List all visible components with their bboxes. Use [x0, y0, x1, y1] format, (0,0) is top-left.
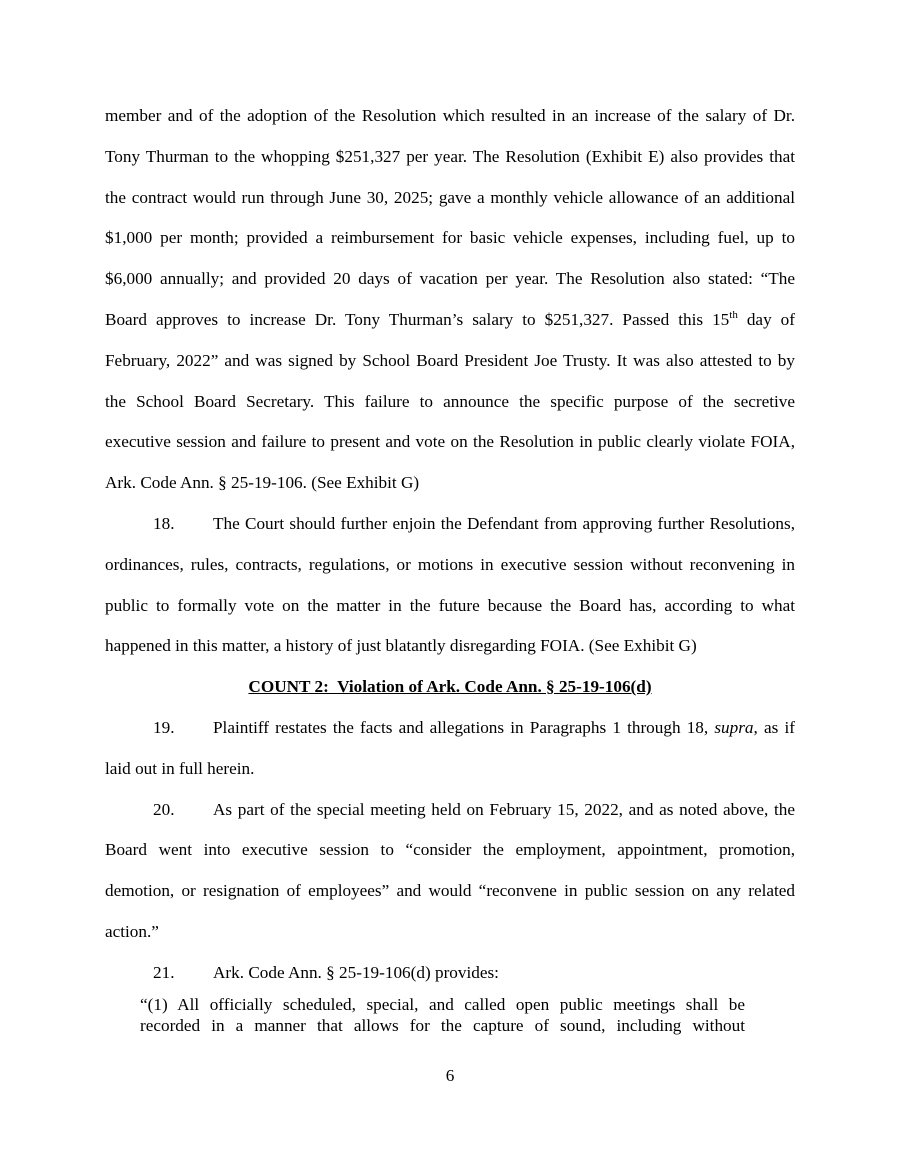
paragraph-number: 21. — [153, 962, 175, 982]
text-segment: As part of the special meeting held on February 15, 2022, and as noted above, the — [213, 799, 795, 819]
document-body — [105, 96, 795, 1036]
text-line — [105, 300, 795, 341]
text-line: Tony Thurman to the whopping $251,327 per year. The Resolution (Exhibit E) also provides that — [105, 146, 795, 166]
superscript-ordinal: th — [729, 308, 738, 321]
text-line: February, 2022” and was signed by School Board President Joe Trusty. It was also attested to by — [105, 350, 795, 370]
paragraph-number: 20. — [153, 799, 175, 819]
quote-line: “(1) All officially scheduled, special, and called open public meetings shall be — [140, 994, 745, 1014]
text-line: the School Board Secretary. This failure to announce the specific purpose of the secretive — [105, 391, 795, 411]
text-segment: , as if — [753, 717, 795, 737]
text-line: demotion, or resignation of employees” and would “reconvene in public session on any related — [105, 881, 795, 901]
paragraph-number: 18. — [153, 513, 175, 533]
text-line: member and of the adoption of the Resolution which resulted in an increase of the salary of Dr. — [105, 106, 795, 125]
text-line: public to formally vote on the matter in the future because the Board has, according to what — [105, 595, 795, 615]
text-line: Ark. Code Ann. § 25-19-106. (See Exhibit G) — [105, 473, 420, 493]
text-line: happened in this matter, a history of just blatantly disregarding FOIA. (See Exhibit G) — [105, 636, 697, 656]
paragraph-number: 19. — [153, 717, 175, 737]
italic-term: supra — [714, 717, 754, 737]
text-line: $1,000 per month; provided a reimbursement for basic vehicle expenses, including fuel, up to — [105, 228, 795, 248]
text-line: action.” — [105, 921, 159, 941]
text-line: Board went into executive session to “consider the employment, appointment, promotion, — [105, 840, 795, 860]
text-line — [105, 708, 795, 749]
text-line — [105, 953, 795, 994]
text-line: the contract would run through June 30, 2025; gave a monthly vehicle allowance of an additional — [105, 187, 795, 207]
block-quote — [140, 994, 745, 1036]
text-line: executive session and failure to present and vote on the Resolution in public clearly violate FOIA, — [105, 432, 795, 452]
text-segment: Plaintiff restates the facts and allegations in Paragraphs 1 through 18, — [213, 717, 715, 737]
page-number: 6 — [445, 1066, 455, 1085]
text-segment: day of — [737, 309, 795, 329]
text-line: laid out in full herein. — [105, 758, 255, 778]
count-2-heading: COUNT 2: Violation of Ark. Code Ann. § 25-19-106(d) — [248, 677, 652, 697]
text-segment: The Court should further enjoin the Defendant from approving further Resolutions, — [213, 513, 795, 533]
quote-line: recorded in a manner that allows for the capture of sound, including without — [140, 1015, 745, 1035]
text-line — [105, 504, 795, 545]
text-segment: Board approves to increase Dr. Tony Thurman’s salary to $251,327. Passed this 15 — [105, 309, 730, 329]
text-line — [105, 790, 795, 831]
text-line: $6,000 annually; and provided 20 days of vacation per year. The Resolution also stated: “The — [105, 269, 795, 289]
text-segment: Ark. Code Ann. § 25-19-106(d) provides: — [213, 962, 499, 982]
text-line: ordinances, rules, contracts, regulations, or motions in executive session without reconvening in — [105, 554, 795, 574]
